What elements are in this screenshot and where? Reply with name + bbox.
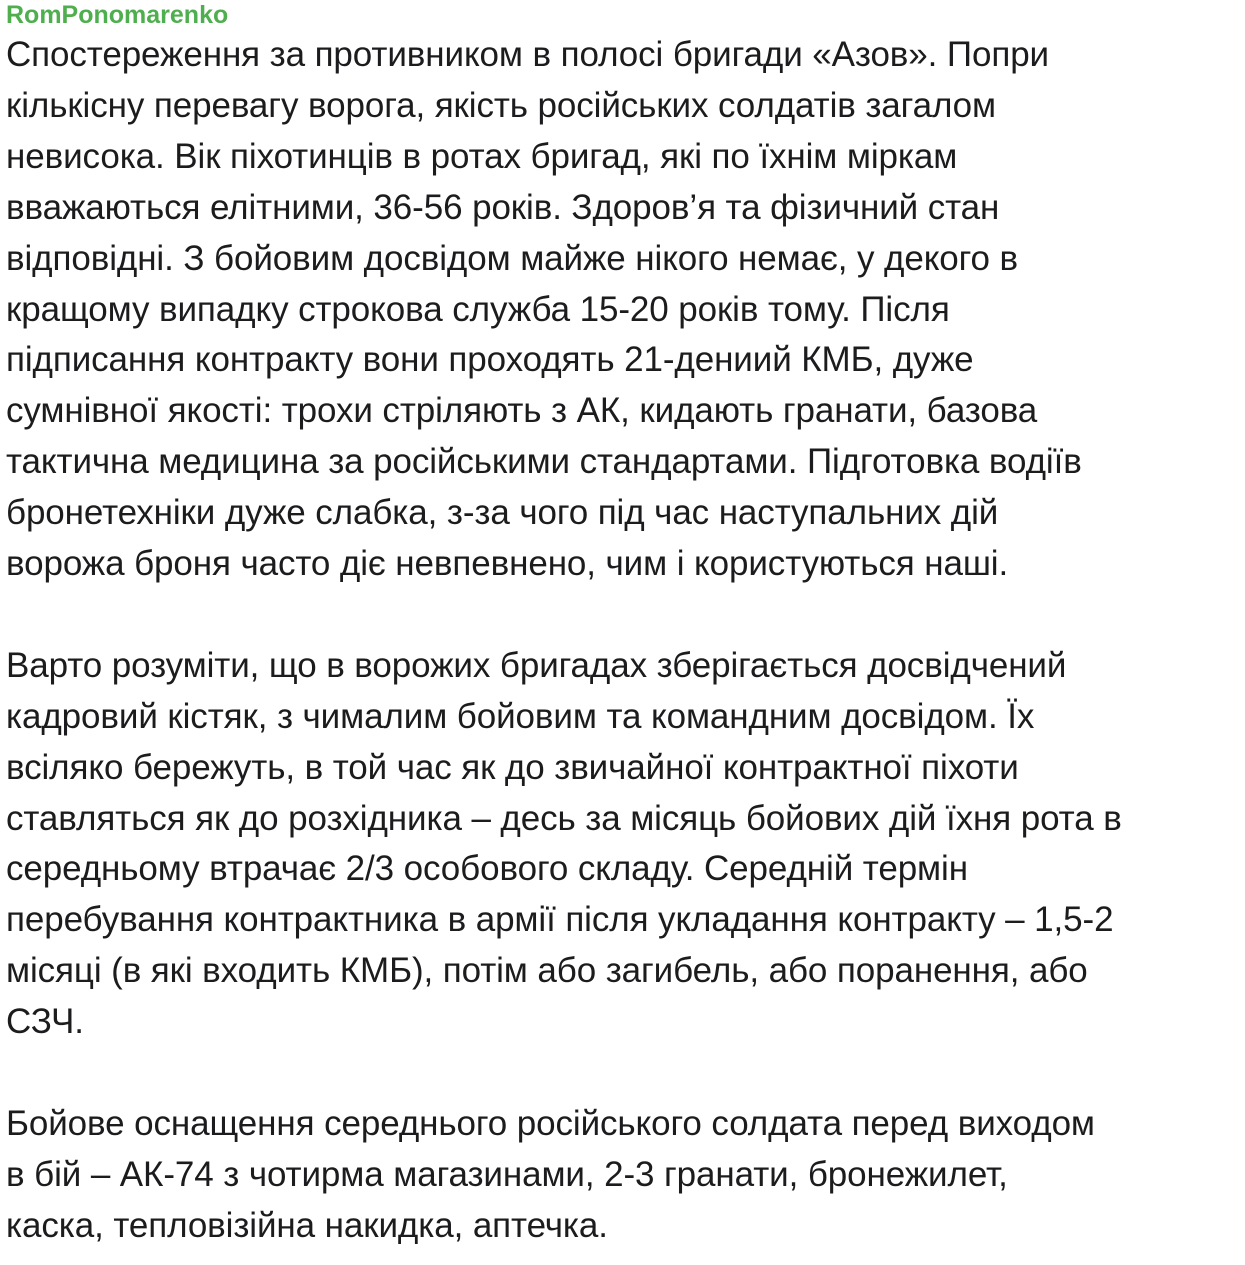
message-text-line: каска, тепловізійна накидка, аптечка. xyxy=(6,1205,608,1245)
message-text-line: вважаються елітними, 36-56 років. Здоров’я та фізичний стан xyxy=(6,187,1000,227)
message-text-line: Варто розуміти, що в ворожих бригадах зберігається досвідчений xyxy=(6,645,1067,685)
message-text-line: Спостереження за противником в полосі бригади «Азов». Попри xyxy=(6,35,1050,74)
message-text-line: місяці (в які входить КМБ), потім або загибель, або поранення, або xyxy=(6,951,1088,991)
message-text-line: сумнівної якості: трохи стріляють з АК, кидають гранати, базова xyxy=(6,391,1038,431)
message-text-line: кількісну перевагу ворога, якість російських солдатів загалом xyxy=(6,85,996,125)
message-paragraph-1 xyxy=(6,30,1238,590)
author-name[interactable]: RomPonomarenko xyxy=(6,1,229,29)
message-text-line: кращому випадку строкова служба 15-20 років тому. Після xyxy=(6,289,950,329)
message-text-line: бронетехніки дуже слабка, з-за чого під час наступальних дій xyxy=(6,493,999,533)
message-paragraph-3 xyxy=(6,1099,1238,1252)
message-text-line: середньому втрачає 2/3 особового складу. Середній термін xyxy=(6,849,968,889)
message-text-line: в бій – АК-74 з чотирма магазинами, 2-3 гранати, бронежилет, xyxy=(6,1154,1008,1194)
message-text-line: Бойове оснащення середнього російського солдата перед виходом xyxy=(6,1104,1095,1143)
paragraph-gap xyxy=(6,590,1238,641)
message-text-line: всіляко бережуть, в той час як до звичайної контрактної піхоти xyxy=(6,747,1019,787)
message-text-line: тактична медицина за російськими стандартами. Підготовка водіїв xyxy=(6,442,1082,482)
message-text-line: перебування контрактника в армії після укладання контракту – 1,5-2 xyxy=(6,900,1114,940)
message-text-line: підписання контракту вони проходять 21-дениий КМБ, дуже xyxy=(6,340,974,380)
message-paragraph-2 xyxy=(6,641,1238,1048)
paragraph-gap xyxy=(6,1048,1238,1099)
message-bubble xyxy=(6,0,1238,1252)
message-text-line: кадровий кістяк, з чималим бойовим та командним досвідом. Їх xyxy=(6,696,1035,736)
message-text-line: СЗЧ. xyxy=(6,1002,84,1042)
message-text-line: невисока. Вік піхотинців в ротах бригад, які по їхнім міркам xyxy=(6,136,958,176)
message-text-line: ставляться як до розхідника – десь за місяць бойових дій їхня рота в xyxy=(6,798,1122,838)
message-text-line: відповідні. З бойовим досвідом майже нікого немає, у декого в xyxy=(6,238,1019,278)
message-text-line: ворожа броня часто діє невпевнено, чим і користуються наші. xyxy=(6,544,1009,584)
